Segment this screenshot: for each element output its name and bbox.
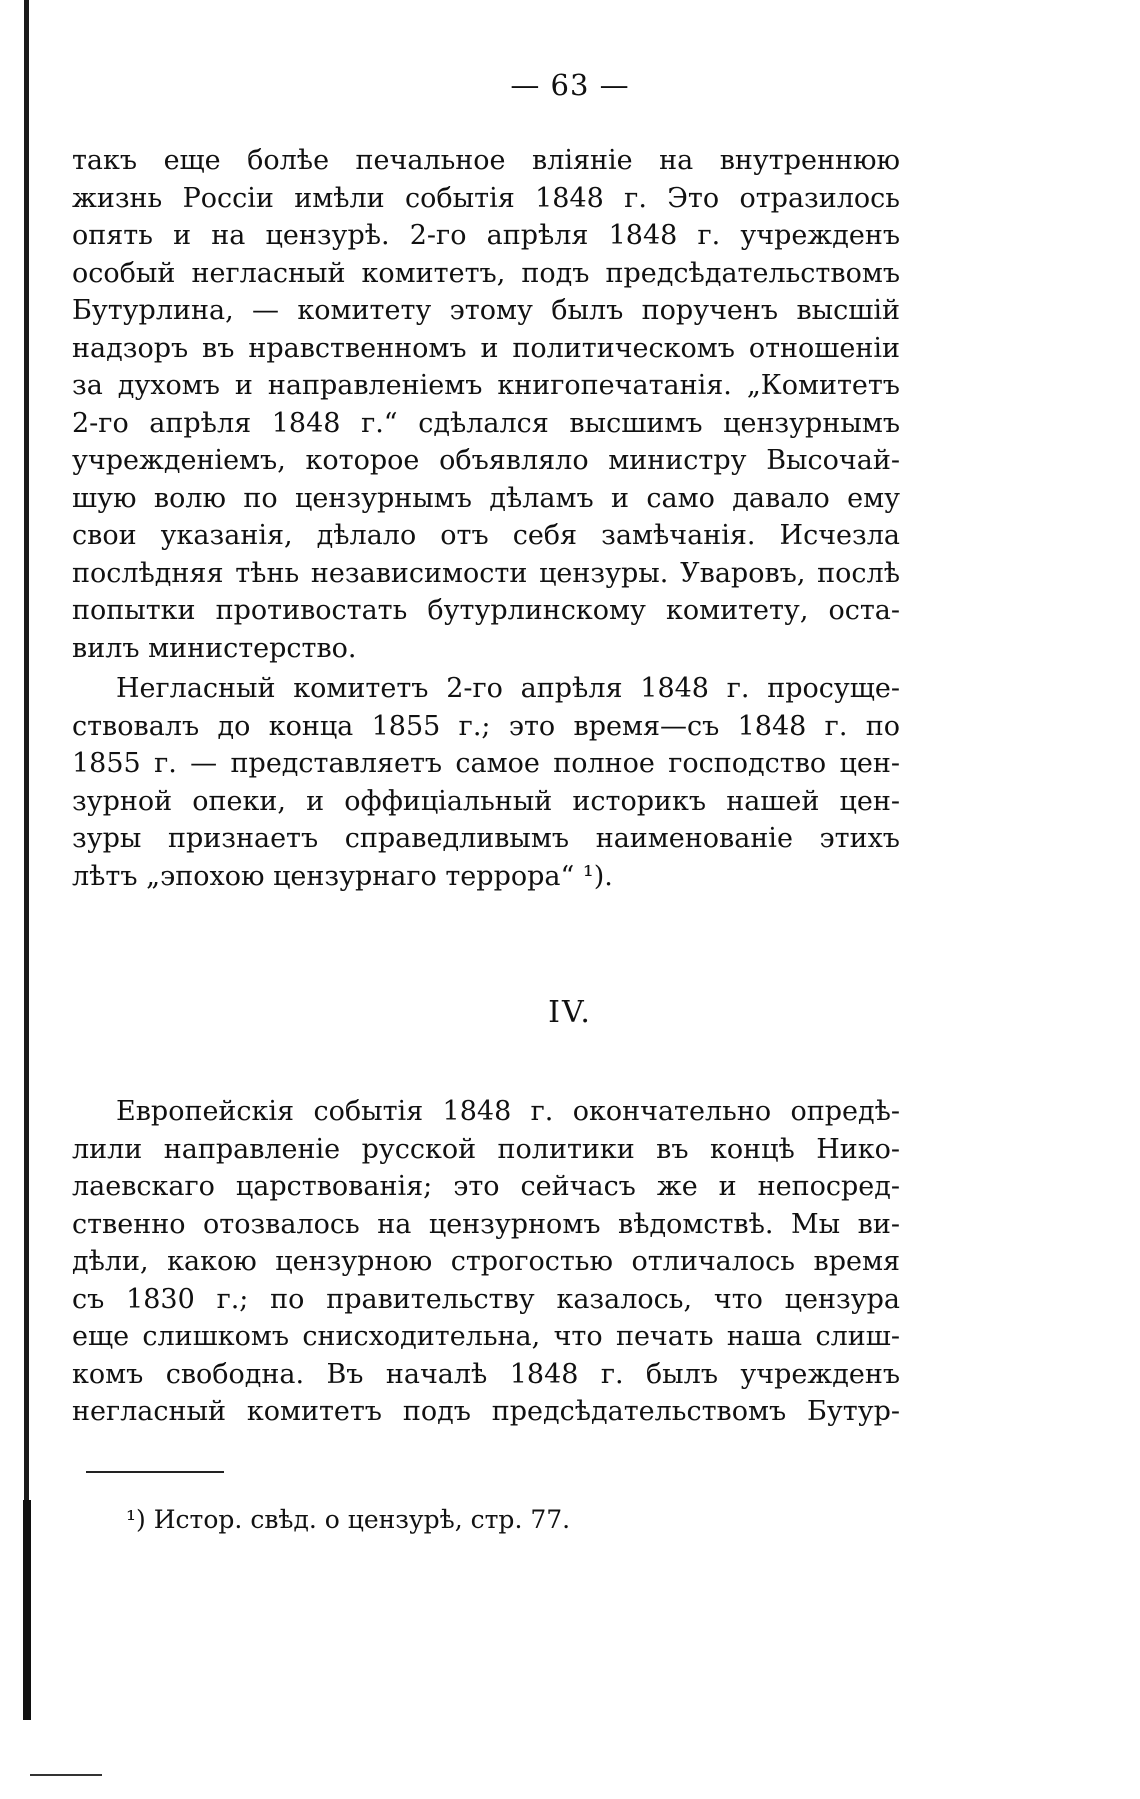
text-line: за духомъ и направленіемъ книгопечатанія. „Комитетъ	[72, 370, 900, 401]
footnote-marker: ¹)	[126, 1505, 146, 1534]
text-line: 1855 г. — представляетъ самое полное господство цен-	[72, 748, 900, 779]
text-line: съ 1830 г.; по правительству казалось, что цензура	[72, 1283, 900, 1315]
text-line: лаевскаго царствованія; это сейчасъ же и непосред-	[72, 1171, 900, 1202]
text-line: ствовалъ до конца 1855 г.; это время—съ 1848 г. по	[72, 710, 900, 742]
page-corner-mark	[30, 1774, 102, 1776]
text-line: зуры признаетъ справедливымъ наименованіе этихъ	[72, 823, 900, 854]
text-line: 2-го апрѣля 1848 г.“ сдѣлался высшимъ цензурнымъ	[72, 407, 900, 439]
text-line: послѣдняя тѣнь независимости цензуры. Уваровъ, послѣ	[72, 557, 900, 589]
text-line: ственно отозвалось на цензурномъ вѣдомствѣ. Мы ви-	[72, 1208, 900, 1240]
paragraph-2	[72, 670, 900, 895]
text-line: дѣли, какою цензурною строгостью отличалось время	[72, 1246, 900, 1277]
text-line: попытки противостать бутурлинскому комитету, оста-	[72, 595, 900, 626]
text-line: комъ свободна. Въ началѣ 1848 г. былъ учрежденъ	[72, 1358, 900, 1390]
footnote-divider	[86, 1471, 224, 1473]
text-line: такъ еще болѣе печальное вліяніе на внутреннюю	[72, 145, 900, 176]
text-line: негласный комитетъ подъ предсѣдательствомъ Бутур-	[72, 1396, 900, 1427]
text-line: особый негласный комитетъ, подъ предсѣдательствомъ	[72, 257, 900, 289]
text-line: Негласный комитетъ 2-го апрѣля 1848 г. просуще-	[116, 673, 900, 704]
paragraph-3	[72, 1093, 900, 1431]
section-heading: IV.	[548, 995, 592, 1030]
text-line: лѣтъ „эпохою цензурнаго террора“ ¹).	[72, 860, 613, 892]
text-line: свои указанія, дѣлало отъ себя замѣчанія. Исчезла	[72, 520, 900, 551]
page-number: — 63 —	[510, 68, 630, 102]
text-line: опять и на цензурѣ. 2-го апрѣля 1848 г. учрежденъ	[72, 220, 900, 251]
text-line: лили направленіе русской политики въ концѣ Нико-	[72, 1133, 900, 1165]
text-line: зурной опеки, и оффиціальный историкъ нашей цен-	[72, 785, 900, 817]
text-line: Европейскія событія 1848 г. окончательно опредѣ-	[116, 1096, 900, 1127]
text-line: вилъ министерство.	[72, 632, 357, 664]
text-line: Бутурлина, — комитету этому былъ порученъ высшій	[72, 295, 900, 326]
text-line: еще слишкомъ снисходительна, что печать наша слиш-	[72, 1321, 900, 1352]
page-binding-shadow	[23, 1500, 31, 1720]
text-line: шую волю по цензурнымъ дѣламъ и само давало ему	[72, 482, 900, 514]
page-binding-edge	[24, 0, 29, 1720]
footnote	[126, 1504, 570, 1536]
text-line: учрежденіемъ, которое объявляло министру Высочай-	[72, 445, 900, 476]
text-line: надзоръ въ нравственномъ и политическомъ отношеніи	[72, 332, 900, 364]
paragraph-1	[72, 142, 900, 667]
footnote-text: Истор. свѣд. о цензурѣ, стр. 77.	[153, 1505, 571, 1534]
text-line: жизнь Россіи имѣли событія 1848 г. Это отразилось	[72, 182, 900, 214]
